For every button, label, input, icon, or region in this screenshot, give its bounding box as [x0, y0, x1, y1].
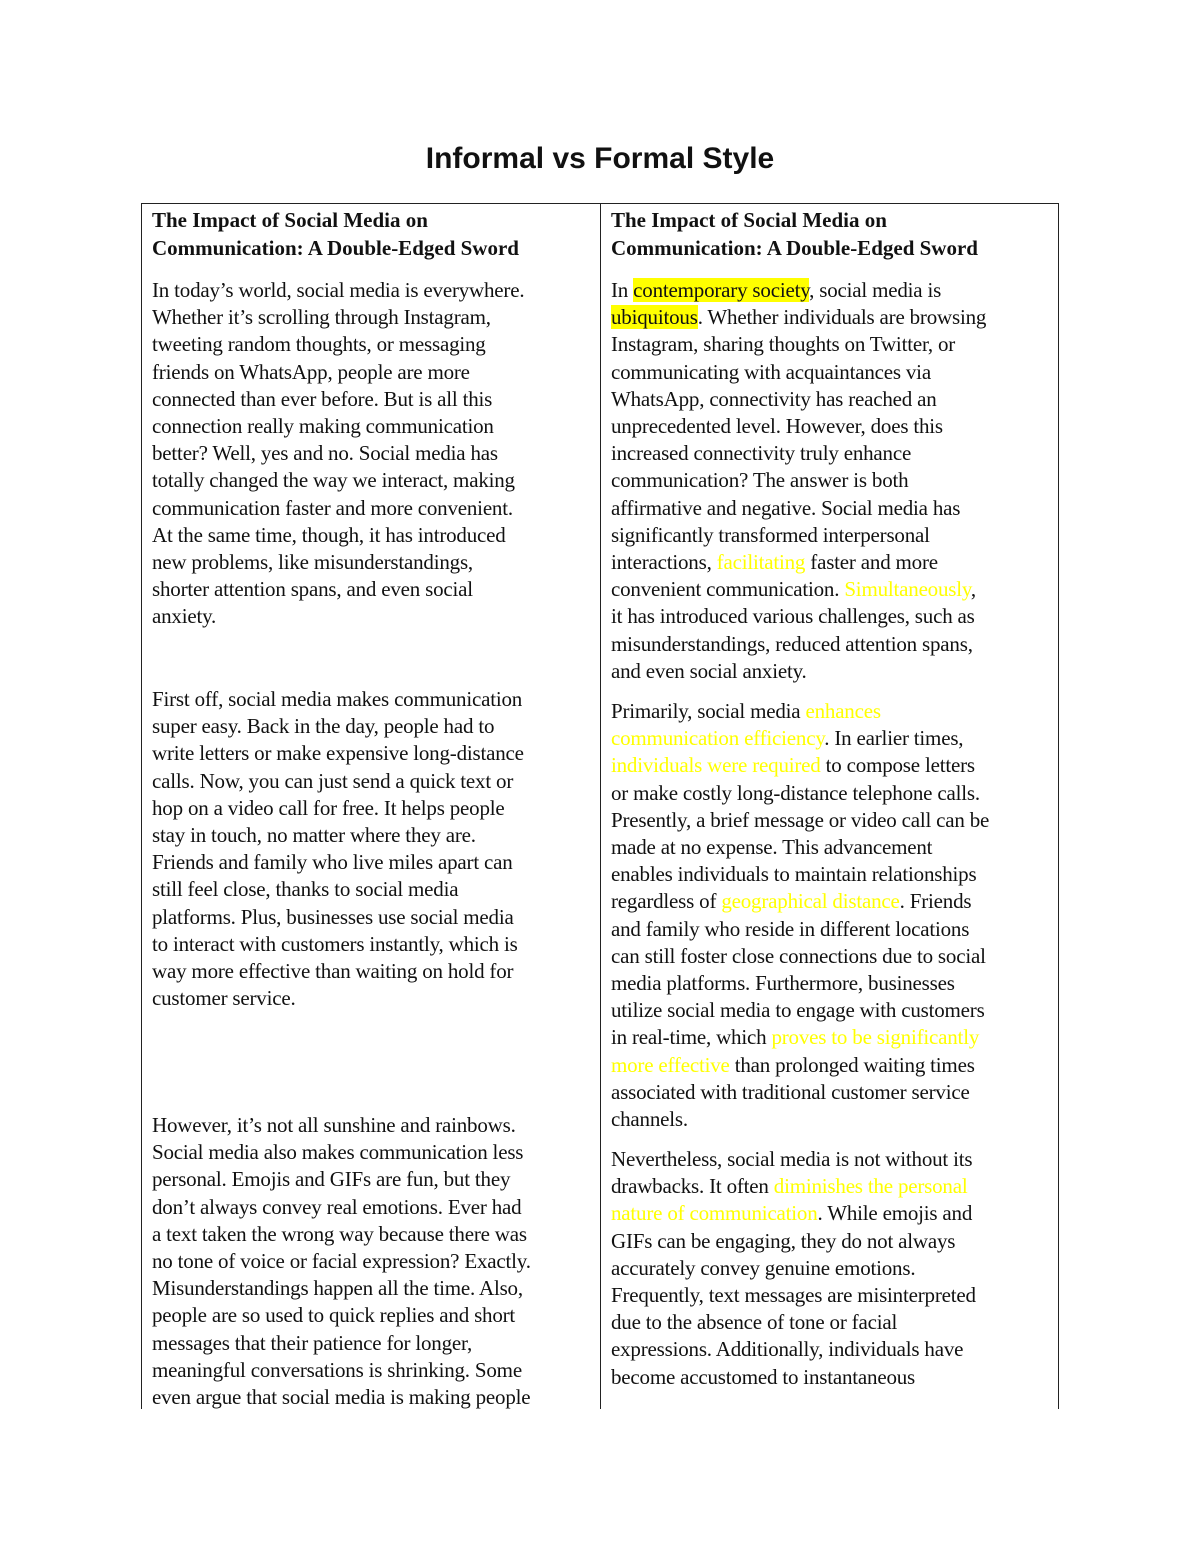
informal-column: [142, 204, 601, 1409]
yellow-text-phrase: facilitating: [716, 550, 806, 575]
document-title: Informal vs Formal Style: [425, 142, 775, 175]
text-run: Primarily, social media: [611, 699, 806, 723]
text-run: faster and more convenient communication.: [611, 550, 938, 602]
text-run: . In earlier times,: [824, 726, 964, 751]
yellow-text-phrase: diminishes the personal nature of communication: [611, 1174, 968, 1226]
informal-heading: The Impact of Social Media on Communication: A Double-Edged Sword: [152, 208, 519, 260]
text-run: . Whether individuals are browsing Instagram, sharing thoughts on Twitter, or communicating with acquaintances via WhatsApp, connectivity has reached an unprecedented level. However, does this increased connectivity truly enhance communication? The answer is both affirmative and negative. Social media has significantly transformed interpersonal interactions,: [611, 305, 987, 575]
text-run: . While emojis and GIFs can be engaging, they do not always accurately convey genuine emotions. Frequently, text messages are misinterpreted due to the absence of tone or facial expressions. Additionally, individuals have become accustomed to instantaneous: [611, 1201, 976, 1389]
comparison-table: [141, 203, 1059, 1409]
text-run: First off, social media makes communication super easy. Back in the day, people had to write letters or make expensive long-distance calls. Now, you can just send a quick text or hop on a video call for free. It helps people stay in touch, no matter where they are. Friends and family who live miles apart can still feel close, thanks to social media platforms. Plus, businesses use social media to interact with customers instantly, which is way more effective than waiting on hold for customer service.: [152, 687, 524, 1011]
informal-paragraph-2: [152, 686, 524, 1012]
yellow-text-phrase: geographical distance: [721, 889, 900, 914]
highlighted-phrase: contemporary society: [633, 278, 810, 302]
formal-heading: The Impact of Social Media on Communication: A Double-Edged Sword: [611, 208, 978, 260]
formal-paragraph-2: [611, 698, 989, 1133]
formal-column: [601, 204, 1058, 1409]
yellow-text-phrase: enhances communication efficiency: [611, 699, 881, 751]
highlighted-phrase: ubiquitous: [611, 305, 698, 330]
yellow-text-phrase: individuals were required: [611, 753, 821, 778]
informal-paragraph-1: [152, 277, 524, 631]
formal-paragraph-1: [611, 277, 986, 685]
formal-paragraph-3: [611, 1146, 976, 1391]
text-run: In today’s world, social media is everywhere. Whether it’s scrolling through Instagram, tweeting random thoughts, or messaging friends on WhatsApp, people are more connected than ever before. But is all this connection really making communication better? Well, yes and no. Social media has totally changed the way we interact, making communication faster and more convenient. At the same time, though, it has introduced new problems, like misunderstandings, shorter attention spans, and even social anxiety.: [152, 278, 525, 629]
text-run: However, it’s not all sunshine and rainbows. Social media also makes communication less personal. Emojis and GIFs are fun, but they don’t always convey real emotions. Ever had a text taken the wrong way because there was no tone of voice or facial expression? Exactly. Misunderstandings happen all the time. Also, people are so used to quick replies and short messages that their patience for longer, meaningful conversations is shrinking. Some even argue that social media is making people: [152, 1113, 531, 1410]
text-run: to compose letters or make costly long-distance telephone calls. Presently, a brief message or video call can be made at no expense. This advancement enables individuals to maintain relationships regardless of: [611, 753, 990, 914]
text-run: Nevertheless, social media is not without its drawbacks. It often: [611, 1147, 973, 1199]
yellow-text-phrase: proves to be significantly more effective: [611, 1025, 980, 1077]
yellow-text-phrase: Simultaneously: [844, 577, 971, 602]
text-run: . Friends and family who reside in different locations can still foster close connections due to social media platforms. Furthermore, businesses utilize social media to engage with customers in real-time, which: [611, 889, 986, 1050]
text-run: , social media is: [809, 278, 942, 302]
text-run: In: [611, 278, 634, 302]
informal-paragraph-3: [152, 1112, 531, 1411]
text-run: than prolonged waiting times associated with traditional customer service channels.: [611, 1052, 975, 1132]
text-run: , it has introduced various challenges, such as misunderstandings, reduced attention spans, and even social anxiety.: [611, 577, 976, 683]
